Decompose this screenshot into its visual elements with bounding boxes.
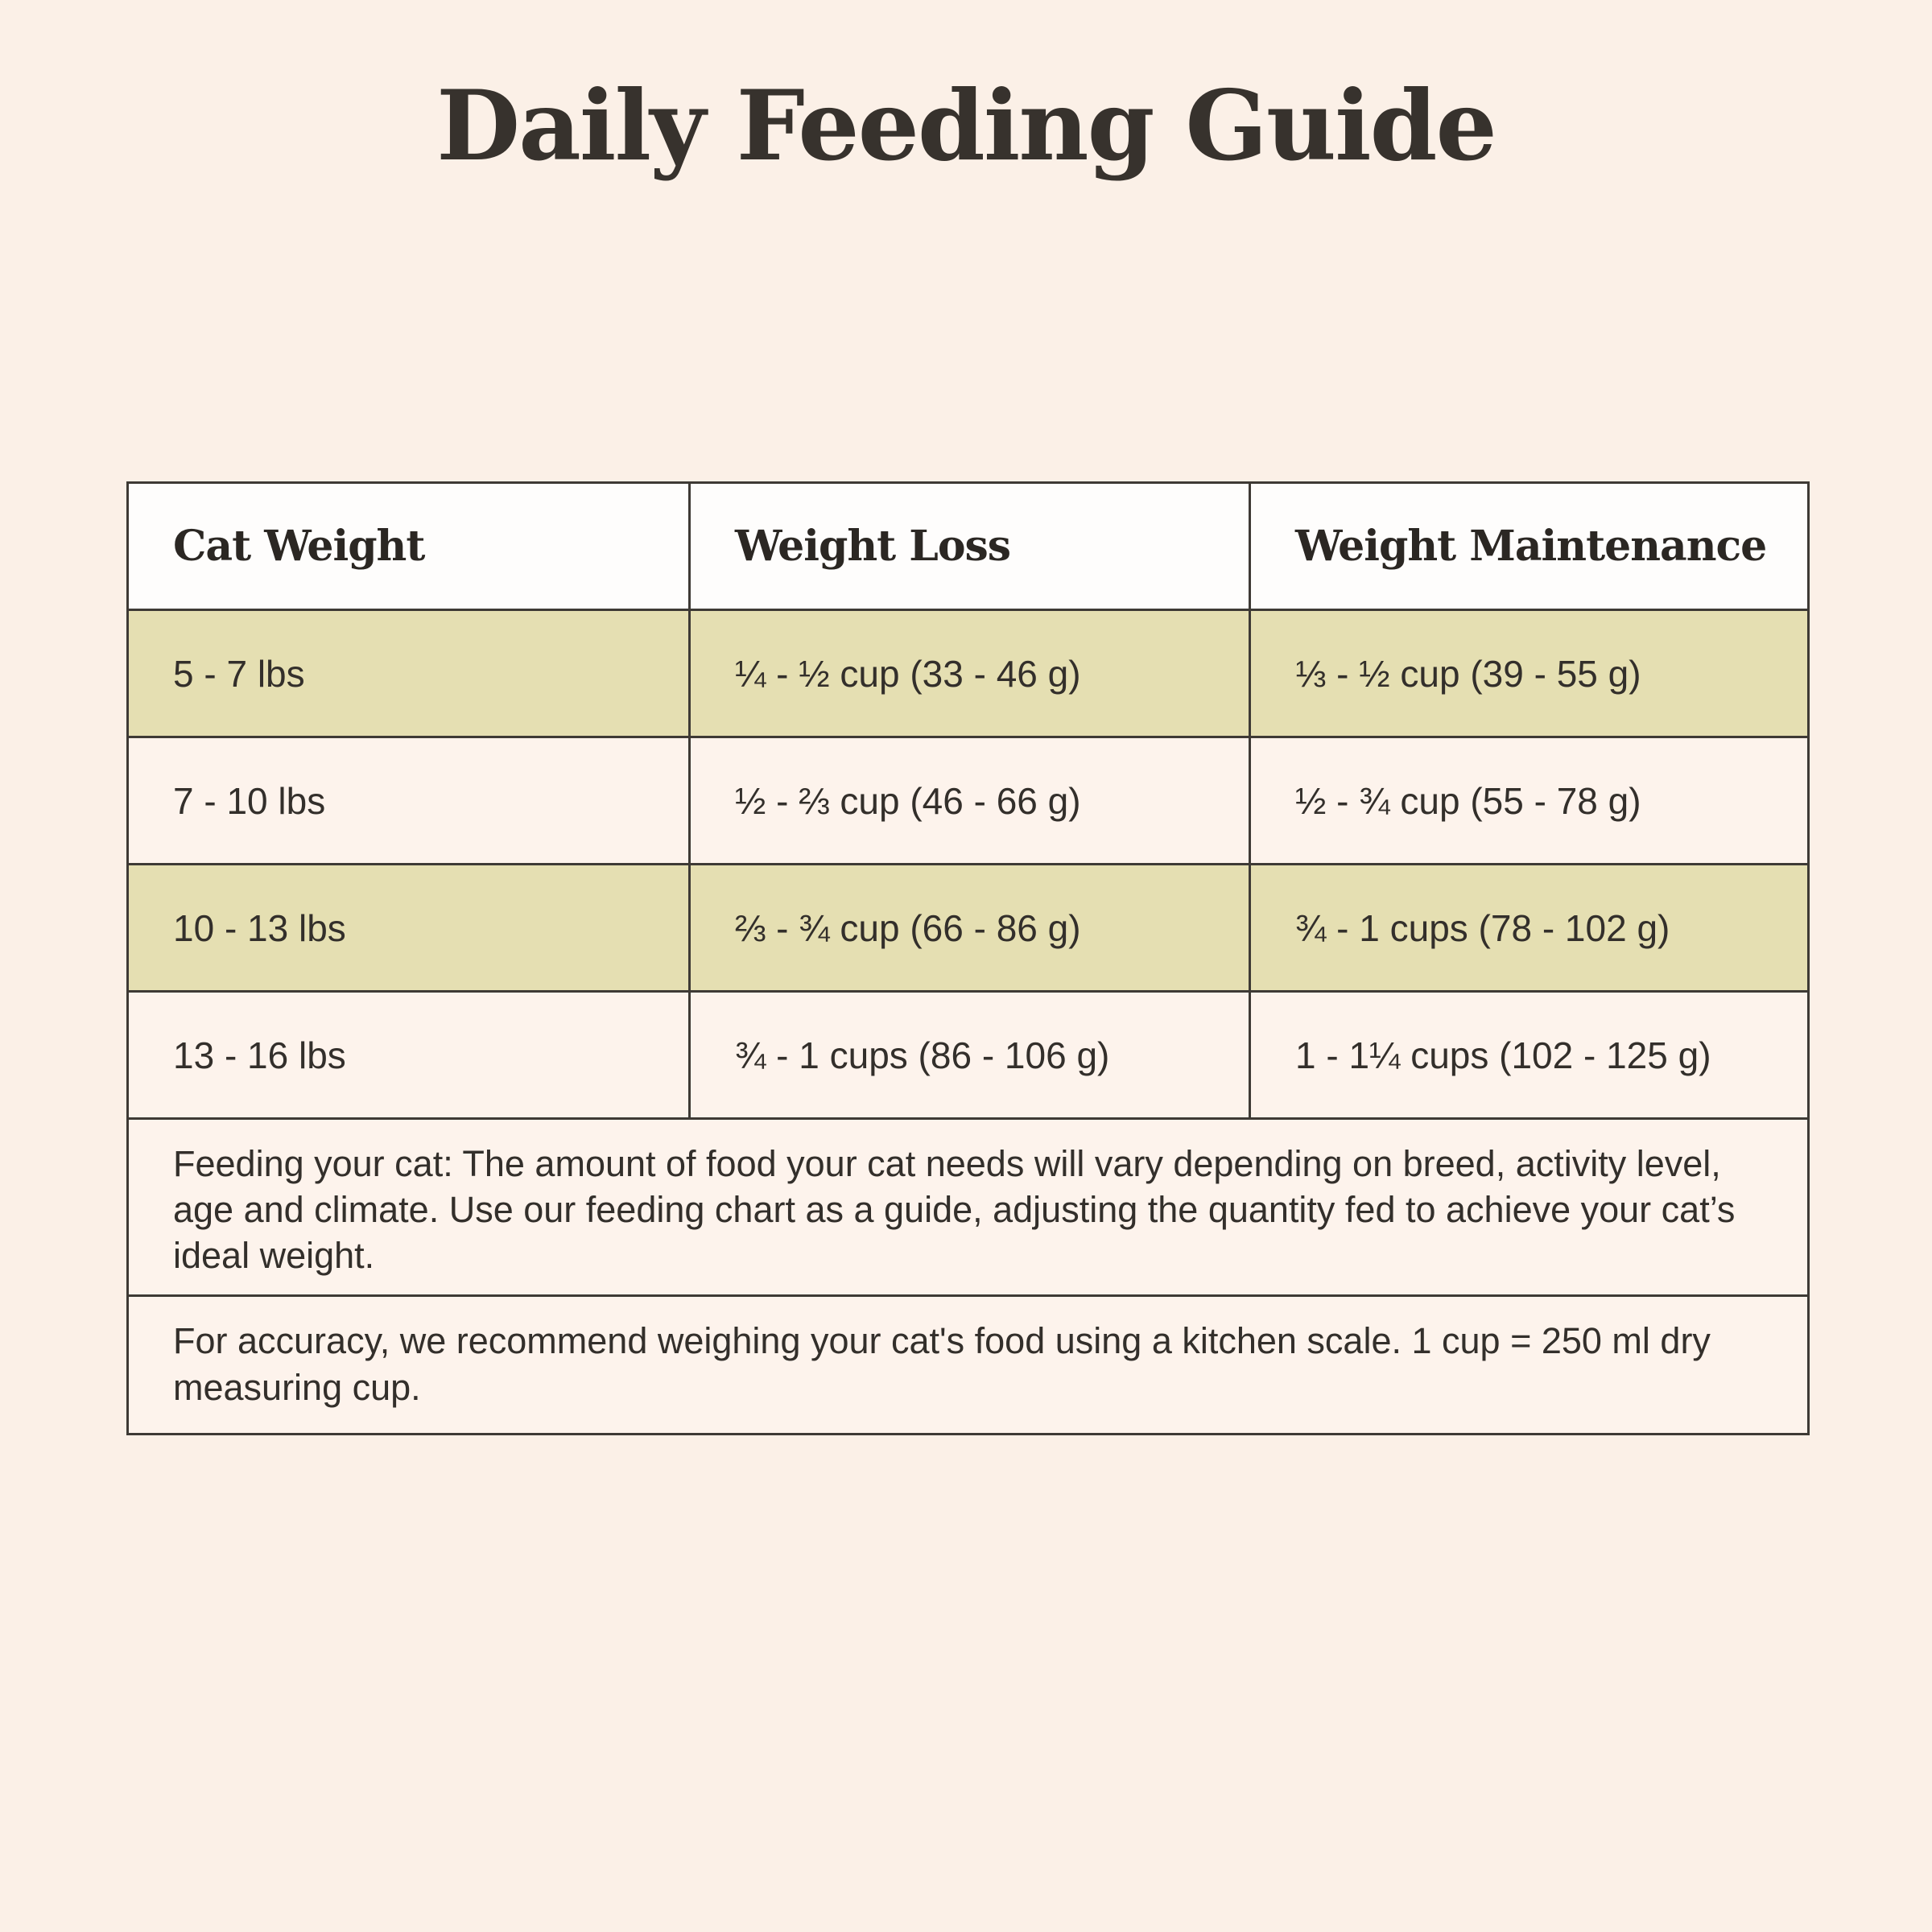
column-header-cat-weight: Cat Weight [128,483,690,610]
accuracy-note: For accuracy, we recommend weighing your cat's food using a kitchen scale. 1 cup = 250 ml dry measuring cup. [128,1296,1809,1435]
feeding-guide-table [126,481,1810,1435]
cell-weight-loss: ¾ - 1 cups (86 - 106 g) [690,992,1250,1119]
cell-weight-loss: ¼ - ½ cup (33 - 46 g) [690,610,1250,737]
column-header-weight-loss: Weight Loss [690,483,1250,610]
page-title: Daily Feeding Guide [436,69,1496,183]
column-header-weight-maintenance: Weight Maintenance [1250,483,1809,610]
feeding-note: Feeding your cat: The amount of food your cat needs will vary depending on breed, activity level, age and climate. Use our feeding chart as a guide, adjusting the quantity fed to achieve your cat’s ideal weight. [128,1119,1809,1296]
cell-cat-weight: 5 - 7 lbs [128,610,690,737]
cell-cat-weight: 10 - 13 lbs [128,865,690,992]
cell-weight-loss: ⅔ - ¾ cup (66 - 86 g) [690,865,1250,992]
table-row [128,737,1809,865]
header-row [128,483,1809,610]
cell-weight-maintenance: ¾ - 1 cups (78 - 102 g) [1250,865,1809,992]
cell-weight-maintenance: ½ - ¾ cup (55 - 78 g) [1250,737,1809,865]
cell-cat-weight: 13 - 16 lbs [128,992,690,1119]
cell-cat-weight: 7 - 10 lbs [128,737,690,865]
cell-weight-maintenance: 1 - 1¼ cups (102 - 125 g) [1250,992,1809,1119]
cell-weight-loss: ½ - ⅔ cup (46 - 66 g) [690,737,1250,865]
note-row [128,1119,1809,1296]
note-row [128,1296,1809,1435]
table-row [128,865,1809,992]
table-row [128,992,1809,1119]
cell-weight-maintenance: ⅓ - ½ cup (39 - 55 g) [1250,610,1809,737]
table-row [128,610,1809,737]
